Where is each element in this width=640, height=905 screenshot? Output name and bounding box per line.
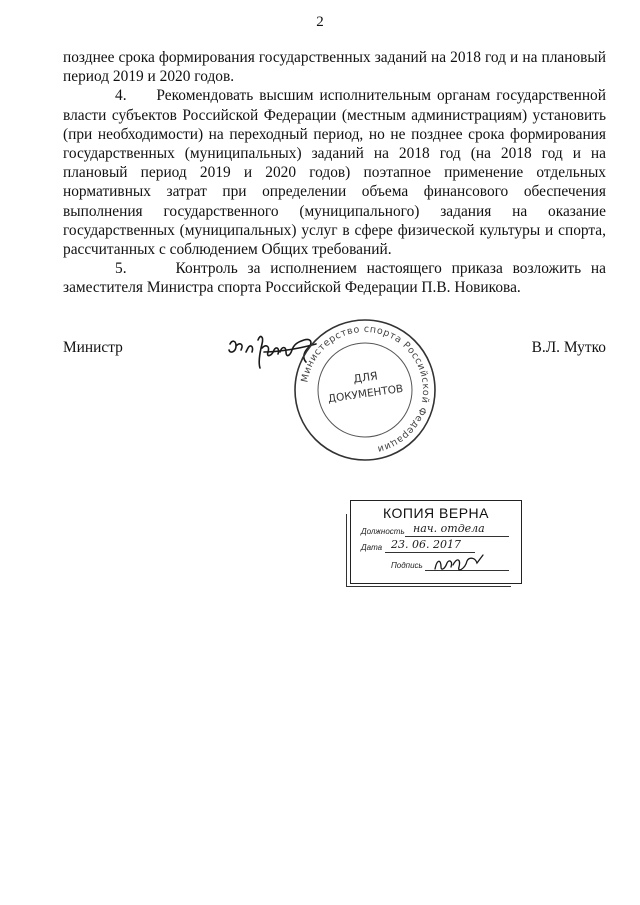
paragraph-continuation: позднее срока формирования государственных заданий на 2018 год и на плановый период 2019 и 2020 годов. bbox=[63, 49, 606, 86]
stamp-shadow-bottom bbox=[346, 586, 511, 587]
official-seal bbox=[290, 315, 440, 465]
stamp-date-value: 23. 06. 2017 bbox=[391, 538, 461, 551]
seal-center-line1: ДЛЯ bbox=[352, 369, 379, 386]
stamp-signature-label: Подпись bbox=[391, 561, 423, 570]
page-number: 2 bbox=[316, 14, 324, 30]
paragraph-4: 4. Рекомендовать высшим исполнительным органам государственной власти субъектов Российской Федерации (местным администрациям) установить (при необходимости) на переходный период, но не позднее срока формирования государственных (муниципальных) заданий на 2018 год (на 2018 год и на плановый период 2019 и 2020 годов) поэтапное применение отдельных нормативных затрат при определении объема финансового обеспечения выполнения государственного (муниципального) задания на оказание государственных (муниципальных) услуг в сфере физической культуры и спорта, рассчитанных с соблюдением Общих требований. bbox=[63, 87, 606, 259]
stamp-shadow-left bbox=[346, 514, 347, 586]
signatory-name: В.Л. Мутко bbox=[531, 339, 606, 356]
stamp-position-value: нач. отдела bbox=[413, 522, 485, 535]
stamp-title: КОПИЯ ВЕРНА bbox=[383, 505, 489, 521]
stamp-date-label: Дата bbox=[361, 543, 383, 552]
paragraph-5: 5. Контроль за исполнением настоящего приказа возложить на заместителя Министра спорта Российской Федерации П.В. Новикова. bbox=[63, 260, 606, 297]
copy-certification-stamp bbox=[350, 500, 522, 584]
stamp-position-label: Должность bbox=[361, 527, 405, 536]
signatory-title: Министр bbox=[63, 339, 123, 356]
stamp-signature-mark bbox=[431, 551, 491, 575]
seal-center-line2: ДОКУМЕНТОВ bbox=[327, 382, 404, 406]
seal-ring-text: Министерство спорта Российской Федерации bbox=[299, 323, 432, 455]
document-body bbox=[63, 48, 606, 298]
